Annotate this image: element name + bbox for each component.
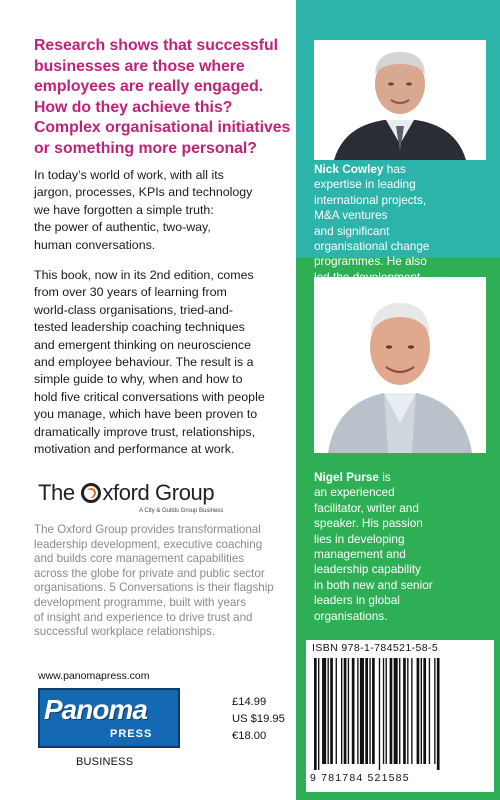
author-bio-line: lies in developing [314, 531, 405, 546]
barcode-bar [330, 658, 333, 764]
price-eur: €18.00 [232, 730, 267, 742]
text-line: simple guide to why, when and how to [34, 372, 243, 387]
author-bio-line: and significant [314, 223, 390, 238]
author-bio-line: management and [314, 547, 406, 562]
headline-line: Complex organisational initiatives [34, 119, 291, 136]
price-list [232, 694, 285, 745]
barcode-bar [434, 658, 435, 764]
oxford-logo-the: The [38, 480, 75, 505]
panoma-logo-press: PRESS [110, 728, 153, 740]
text-line: and emergent thinking on neuroscience [34, 337, 251, 352]
price-gbp: £14.99 [232, 696, 267, 708]
text-line: motivation and performance at work. [34, 442, 235, 457]
text-line: from over 30 years of learning from [34, 285, 227, 300]
barcode-bar [341, 658, 342, 764]
barcode-bar [390, 658, 393, 764]
author-bio-line: international projects, [314, 192, 427, 207]
headline-line: businesses are those where [34, 57, 245, 75]
barcode-bar [352, 658, 355, 764]
headline-line: Research shows that successful [34, 37, 279, 54]
barcode-bar [417, 658, 420, 764]
text-line: development programme, built with years [34, 595, 247, 609]
portrait-image [314, 277, 486, 453]
oxford-group-logo [38, 480, 268, 520]
text-line: tested leadership coaching techniques [34, 320, 245, 335]
text-line: the power of authentic, two-way, [34, 220, 211, 235]
panoma-press-logo [38, 688, 180, 748]
barcode-bar [411, 658, 412, 764]
text-line: of insight and experience to drive trust and [34, 610, 253, 624]
barcode-bar [407, 658, 408, 764]
oxford-description [34, 523, 296, 640]
text-line: you manage, which have been proven to [34, 407, 258, 422]
book-description [34, 267, 292, 458]
author-bio-line: expertise in leading [314, 177, 416, 192]
text-line: hold five critical conversations with people [34, 389, 265, 404]
nick-cowley-photo [314, 40, 486, 160]
barcode-digits: 9 781784 521585 [310, 772, 410, 784]
back-cover-right [296, 0, 500, 800]
author-bio-line: programmes. He also [314, 254, 427, 269]
barcode-bar [365, 658, 368, 764]
barcode-bar [344, 658, 347, 764]
portrait-image [314, 40, 486, 160]
barcode-bar [421, 658, 422, 764]
text-line: world-class organisations, tried-and- [34, 302, 234, 317]
text-line: human conversations. [34, 237, 156, 252]
author-bio-line: facilitator, writer and [314, 500, 419, 515]
price-usd: US $19.95 [232, 713, 285, 725]
barcode-bar [383, 658, 384, 764]
text-line: organisations. 5 Conversations is their flagship [34, 581, 274, 595]
barcode-bar [372, 658, 375, 764]
barcode-bar [357, 658, 358, 764]
author-bio-line: organisations. [314, 608, 388, 623]
text-line: across the globe for private and public sector [34, 566, 265, 580]
nigel-purse-photo [314, 277, 486, 453]
text-line: This book, now in its 2nd edition, comes [34, 268, 254, 282]
barcode-bar [379, 658, 380, 770]
author-bio-line: leadership capability [314, 562, 421, 577]
barcode-bar [386, 658, 387, 764]
barcode-bar [403, 658, 406, 764]
text-line: leadership development, executive coaching [34, 537, 263, 551]
text-line: successful workplace relationships. [34, 625, 216, 639]
oxford-ring-icon [81, 483, 101, 503]
isbn-label: ISBN 978-1-784521-58-5 [312, 642, 439, 654]
barcode-bar [399, 658, 400, 764]
text-line: The Oxford Group provides transformational [34, 523, 261, 536]
barcode-bar [429, 658, 430, 764]
isbn-barcode [306, 640, 494, 792]
text-line: and builds core management capabilities [34, 552, 245, 566]
barcode-bar [360, 658, 364, 764]
category-label: BUSINESS [76, 756, 134, 768]
headline-line: employees are really engaged. [34, 78, 264, 95]
barcode-bar [437, 658, 440, 770]
barcode-bar [423, 658, 426, 764]
headline-line: How do they achieve this? [34, 98, 233, 116]
barcode-bar [322, 658, 326, 764]
barcode-bar [328, 658, 329, 764]
author-bio-line: speaker. His passion [314, 516, 423, 531]
author-bio-text: has [386, 162, 406, 176]
barcode-bar [348, 658, 349, 764]
author-name: Nigel Purse [314, 470, 379, 484]
author-bio-line: in both new and senior [314, 577, 433, 592]
author-bio-line [314, 162, 494, 177]
text-line: dramatically improve trust, relationships, [34, 424, 256, 439]
intro-paragraph [34, 167, 292, 254]
barcode-bar [318, 658, 319, 770]
oxford-logo-word [38, 480, 214, 506]
author-bio-line: organisational change [314, 239, 430, 254]
barcode-bar [369, 658, 370, 764]
barcode-bars [312, 658, 488, 770]
headline [34, 36, 292, 159]
barcode-bar [314, 658, 317, 770]
author-bio-nigel [314, 470, 494, 624]
author-bio-line: leaders in global [314, 593, 400, 608]
text-line: and employee behaviour. The result is a [34, 355, 254, 370]
author-bio-line: M&A ventures [314, 208, 388, 223]
panoma-logo-word: Panoma [44, 694, 147, 725]
barcode-bar [336, 658, 337, 764]
author-bio-line: an experienced [314, 485, 395, 500]
author-name: Nick Cowley [314, 162, 384, 176]
author-bio-text: is [382, 470, 391, 484]
barcode-bar [394, 658, 398, 764]
text-line: In today’s world of work, with all its [34, 168, 224, 182]
publisher-url[interactable]: www.panomapress.com [38, 670, 150, 682]
headline-line: or something more personal? [34, 139, 257, 157]
oxford-logo-rest: xford Group [102, 480, 215, 505]
text-line: jargon, processes, KPIs and technology [34, 185, 253, 200]
author-bio-line [314, 470, 494, 485]
text-line: we have forgotten a simple truth: [34, 202, 214, 217]
oxford-tagline: A City & Guilds Group Business [139, 508, 224, 514]
